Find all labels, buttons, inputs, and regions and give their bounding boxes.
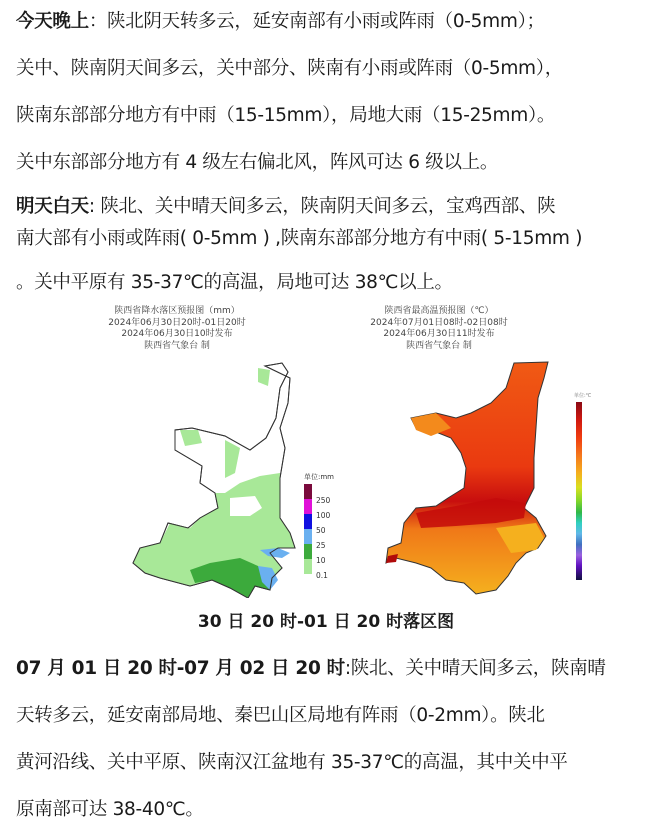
temp-map bbox=[376, 358, 566, 598]
precip-legend: 单位:mm 250 100 50 25 10 0.1 bbox=[304, 473, 334, 580]
tomorrow-line-3: 。关中平原有 35-37℃的高温，局地可达 38℃以上。 bbox=[16, 272, 453, 293]
forecast-maps-figure bbox=[92, 296, 612, 596]
temp-map-title: 陕西省最高温预报图（℃） 2024年07月01日08时-02日08时 2024年06月30日11时发布 陕西省气象台 制 bbox=[370, 306, 508, 351]
tomorrow-label: 明天白天 bbox=[16, 196, 89, 217]
tonight-label: 今天晚上 bbox=[16, 11, 89, 32]
precip-map bbox=[130, 358, 315, 598]
tonight-forecast-paragraph bbox=[16, 0, 640, 186]
tomorrow-line-2: 南大部有小雨或阵雨( 0-5mm ) ,陕南东部部分地方有中雨( 5-15mm ) bbox=[16, 228, 583, 249]
period-label: 07 月 01 日 20 时-07 月 02 日 20 时 bbox=[16, 658, 345, 679]
tonight-line-4: 关中东部部分地方有 4 级左右偏北风，阵风可达 6 级以上。 bbox=[16, 152, 499, 173]
tomorrow-line-1: 明天白天: 陕北、关中晴天间多云，陕南阴天间多云，宝鸡西部、陕 bbox=[16, 196, 556, 217]
precip-legend-title: 单位:mm bbox=[304, 473, 334, 481]
period-line-4: 原南部可达 38-40℃。 bbox=[16, 799, 204, 820]
legend-swatch-250 bbox=[304, 484, 312, 499]
period-line-2: 天转多云，延安南部局地、秦巴山区局地有阵雨（0-2mm）。陕北 bbox=[16, 705, 545, 726]
legend-swatch-10 bbox=[304, 544, 312, 559]
figure-caption: 30 日 20 时-01 日 20 时落区图 bbox=[197, 612, 455, 632]
period-line-3: 黄河沿线、关中平原、陕南汉江盆地有 35-37℃的高温，其中关中平 bbox=[16, 752, 568, 773]
legend-swatch-50 bbox=[304, 514, 312, 529]
tonight-line-2: 关中、陕南阴天间多云，关中部分、陕南有小雨或阵雨（0-5mm）， bbox=[16, 58, 563, 79]
precip-map-title: 陕西省降水落区预报图（mm） 2024年06月30日20时-01日20时 2024年06月30日10时发布 陕西省气象台 制 bbox=[108, 306, 246, 351]
temp-legend-title: 单位:℃ bbox=[574, 393, 592, 399]
temp-legend bbox=[574, 392, 604, 592]
legend-swatch-100 bbox=[304, 499, 312, 514]
tonight-line-3: 陕南东部部分地方有中雨（15-15mm），局地大雨（15-25mm）。 bbox=[16, 105, 556, 126]
legend-swatch-25 bbox=[304, 529, 312, 544]
period-forecast-paragraph bbox=[16, 645, 640, 833]
legend-swatch-0-1 bbox=[304, 559, 312, 574]
temp-legend-colorbar bbox=[576, 402, 582, 580]
period-line-1: 07 月 01 日 20 时-07 月 02 日 20 时:陕北、关中晴天间多云，陕南晴 bbox=[16, 658, 606, 679]
tomorrow-forecast-paragraph bbox=[16, 183, 640, 291]
tonight-line-1: 今天晚上：陕北阴天转多云，延安南部有小雨或阵雨（0-5mm）； bbox=[16, 11, 545, 32]
